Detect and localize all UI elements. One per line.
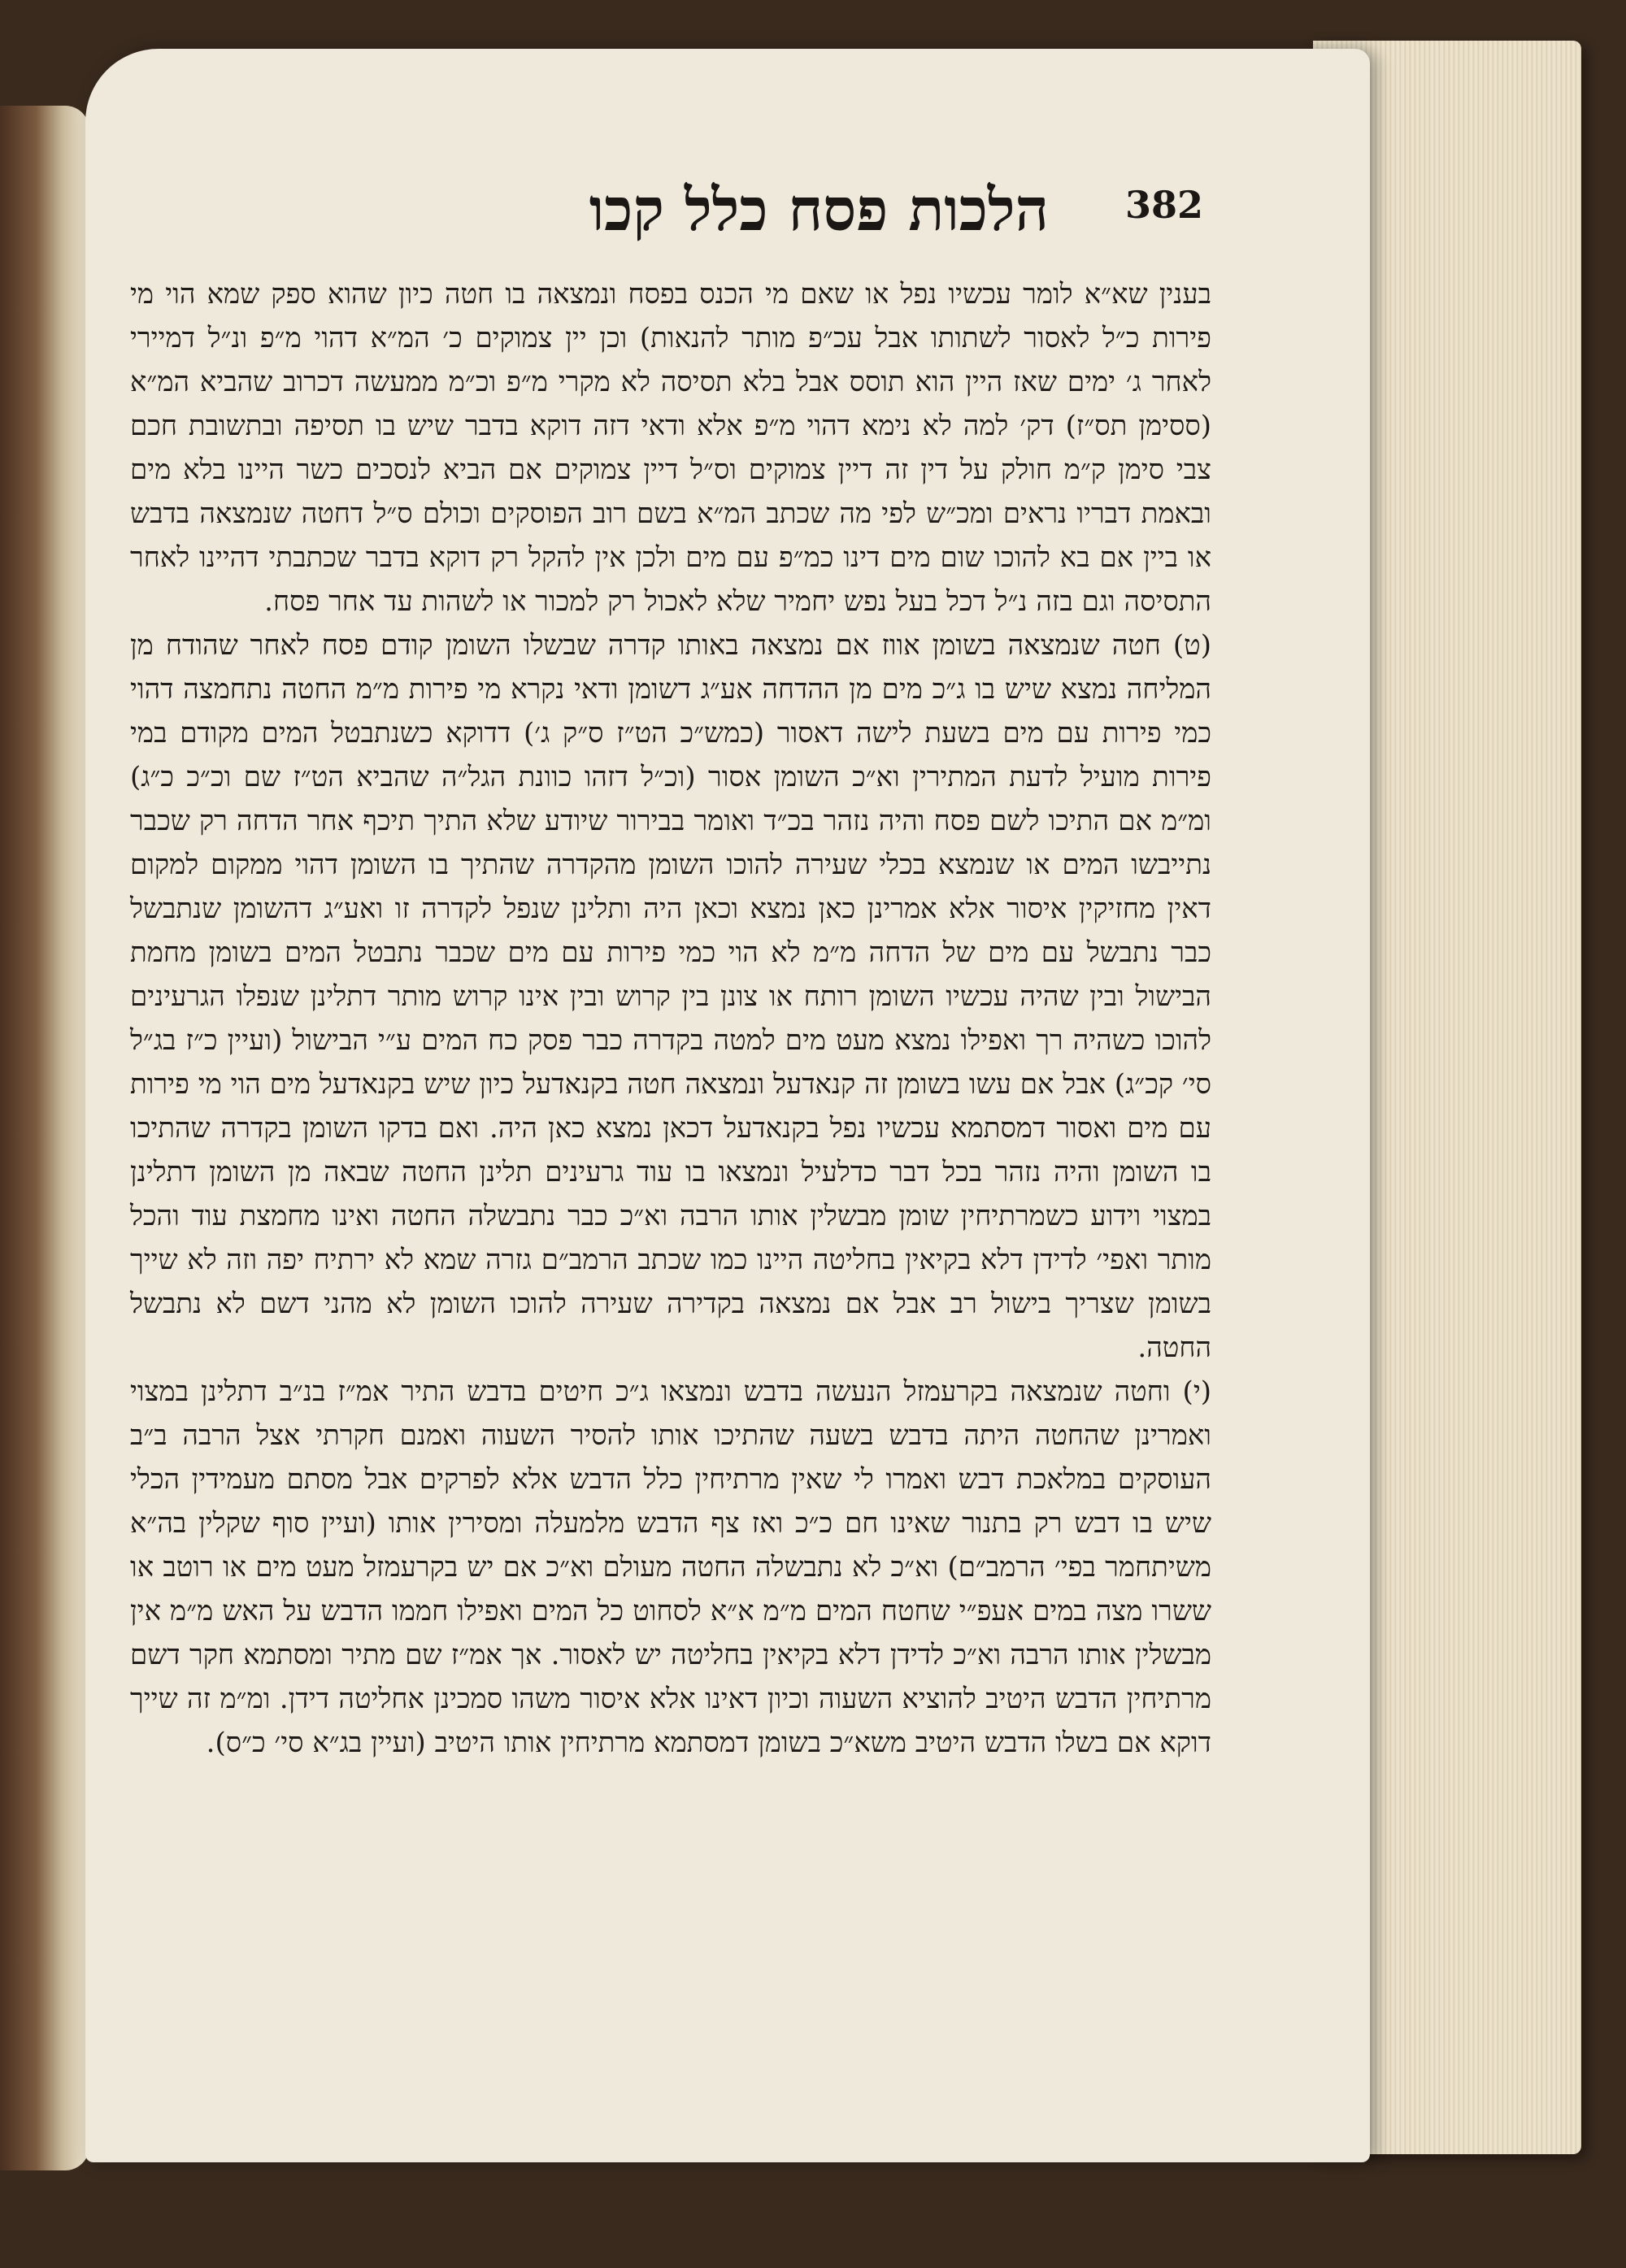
paragraph: (י) וחטה שנמצאה בקרעמזל הנעשה בדבש ונמצאו ג״כ חיטים בדבש התיר אמ״ז בנ״ב דתלינן במצוי ואמרינן שהחטה היתה בדבש בשעה שהתיכו אותו להסיר השעוה ואמנם חקרתי אצל הרבה ב״ב העוסקים במלאכת דבש ואמרו לי שאין מרתיחין כלל הדבש אלא לפרקים אבל מסתם מעמידין הכלי שיש בו דבש רק בתנור שאינו חם כ״כ ואז צף הדבש מלמעלה ומסירין אותו (ועיין סוף שקלין בה״א משיתחמר בפי׳ הרמב״ם) וא״כ לא נתבשלה החטה מעולם וא״כ אם יש בקרעמזל מעט מים או רוטב או ששרו מצה במים אעפ״י שחטח המים מ״מ א״א לסחוט כל המים ואפילו חממו הדבש על האש מ״מ אין מבשלין אותו הרבה וא״כ לדידן דלא בקיאין בחליטה יש לאסור. אך אמ״ז שם מתיר ומסתמא חקר דשם מרתיחין הדבש היטיב להוציא השעוה וכיון דאינו אלא איסור משהו סמכינן אחליטה דידן. ומ״מ זה שייך דוקא אם בשלו הדבש היטיב משא״כ בשומן דמסתמא מרתיחין אותו היטיב (ועיין בג״א סי׳ כ״ס). (130, 1375, 1211, 1759)
page-header (163, 175, 1203, 248)
paragraph: בענין שא״א לומר עכשיו נפל או שאם מי הכנס בפסח ונמצאה בו חטה כיון שהוא ספק שמא הוי מי פירות כ״ל לאסור לשתותו אבל עכ״פ מותר להנאות) וכן יין צמוקים כ׳ המ״א דהוי מ״פ ונ״ל דמיירי לאחר ג׳ ימים שאז היין הוא תוסס אבל בלא תסיסה לא מקרי מ״פ וכ״מ ממעשה דכרוב שהביא המ״א (ססימן תס״ז) דק׳ למה לא נימא דהוי מ״פ אלא ודאי דזה דוקא בדבר שיש בו תסיפה ובתשובת חכם צבי סימן ק״מ חולק על דין זה דיין צמוקים וס״ל דיין צמוקים אם הביא לנסכים כשר היינו בלא מים ובאמת דבריו נראים ומכ״ש לפי מה שכתב המ״א בשם רוב הפוסקים וכולם ס״ל דחטה שנמצאה בדבש או ביין אם בא להוכו שום מים דינו כמ״פ עם מים ולכן אין להקל רק דוקא בדבר שכתבתי דהיינו לאחר התסיסה וגם בזה נ״ל דכל בעל נפש יחמיר שלא לאכול רק למכור או לשהות עד אחר פסח. (130, 278, 1211, 618)
paragraph: (ט) חטה שנמצאה בשומן אווז אם נמצאה באותו קדרה שבשלו השומן קודם פסח לאחר שהודח מן המליחה נמצא שיש בו ג״כ מים מן ההדחה אע״ג דשומן ודאי נקרא מי פירות מ״מ החטה נתחמצה דהוי כמי פירות עם מים בשעת לישה דאסור (כמש״כ הט״ז ס״ק ג׳) דדוקא כשנתבטל המים מקודם במי פירות מועיל לדעת המתירין וא״כ השומן אסור (וכ״ל דזהו כוונת הגל״ה שהביא הט״ז שם וכ״כ כ״ג) ומ״מ אם התיכו לשם פסח והיה נזהר בכ״ד ואומר בבירור שיודע שלא התיך תיכף אחר הדחה רק שכבר נתייבשו המים או שנמצא בכלי שעירה להוכו השומן מהקדרה שהתיך בו השומן דהוי ממקום למקום דאין מחזיקין איסור אלא אמרינן כאן נמצא וכאן היה ותלינן שנפל לקדרה זו ואע״ג דהשומן שנתבשל כבר נתבשל עם מים של הדחה מ״מ לא הוי כמי פירות עם מים שכבר נתבטל המים בשומן מחמת הבישול ובין שהיה עכשיו השומן רותח או צונן בין קרוש ובין אינו קרוש מותר דתלינן שנפלו הגרעינים להוכו כשהיה רך ואפילו נמצא מעט מים למטה בקדרה כבר פסק כח המים ע״י הבישול (ועיין כ״ז בג״ל סי׳ קכ״ג) אבל אם עשו בשומן זה קנאדעל ונמצאה חטה בקנאדעל כיון שיש בקנאדעל מים הוי מי פירות עם מים ואסור דמסתמא עכשיו נפל בקנאדעל דכאן נמצא כאן היה. ואם בדקו השומן בקדרה שהתיכו בו השומן והיה נזהר בכל דבר כדלעיל ונמצאו בו עוד גרעינים תלינן החטה שבאה מן השומן דתלינן במצוי וידוע כשמרתיחין שומן מבשלין אותו הרבה וא״כ כבר נתבשלה החטה ואינו מחמצת עוד והכל מותר ואפי׳ לדידן דלא בקיאין בחליטה היינו כמו שכתב הרמב״ם גזרה שמא לא ירתיח יפה וזה לא שייך בשומן שצריך בישול רב אבל אם נמצאה בקדירה שעירה להוכו השומן לא מהני דשם לא נתבשל החטה. (130, 629, 1211, 1364)
page-number: 382 (1124, 183, 1203, 227)
main-text-block (130, 272, 1211, 2134)
page-title: הלכות פסח כלל קכו (589, 175, 1049, 244)
adjacent-book-spine (0, 106, 89, 2170)
